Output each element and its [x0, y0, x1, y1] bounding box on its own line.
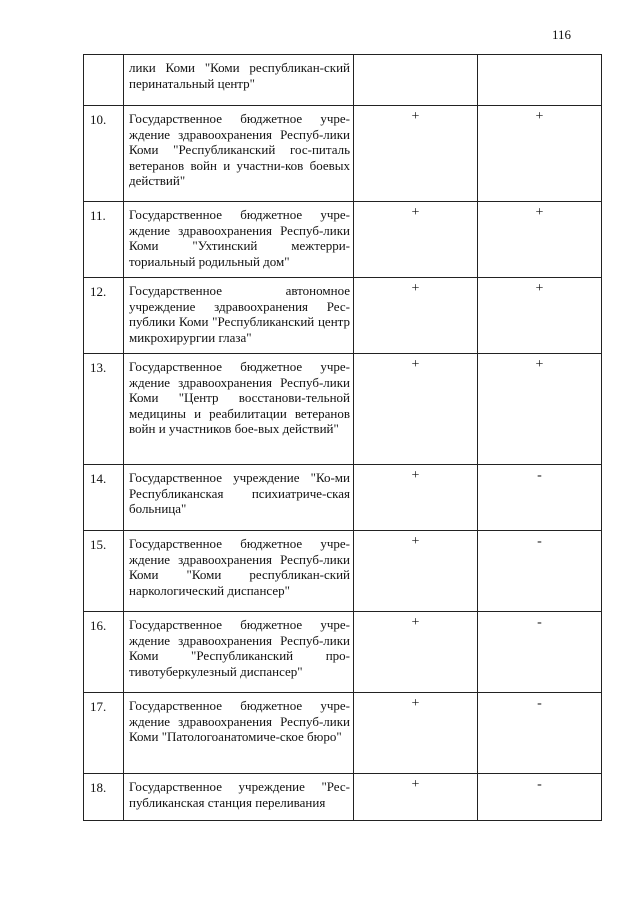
table-row: [84, 465, 602, 531]
column-a-mark-cell: +: [354, 106, 478, 202]
table-row: [84, 106, 602, 202]
table-row: [84, 202, 602, 278]
column-a-mark-cell: [354, 55, 478, 106]
institution-name-cell: Государственное автономное учреждение здравоохранения Рес-публики Коми "Республиканский центр микрохирургии глаза": [124, 278, 354, 354]
table-row: [84, 354, 602, 465]
column-b-mark-cell: +: [478, 106, 602, 202]
column-a-mark-cell: +: [354, 202, 478, 278]
table-row: [84, 693, 602, 774]
column-a-mark-cell: +: [354, 531, 478, 612]
column-a-mark-cell: +: [354, 465, 478, 531]
column-b-mark-cell: -: [478, 531, 602, 612]
institution-name-cell: Государственное бюджетное учре-ждение здравоохранения Респуб-лики Коми "Республиканский про-тивотуберкулезный диспансер": [124, 612, 354, 693]
table-row: [84, 612, 602, 693]
row-number-cell: 11.: [84, 202, 124, 278]
row-number-cell: 12.: [84, 278, 124, 354]
column-b-mark-cell: +: [478, 354, 602, 465]
column-b-mark-cell: -: [478, 465, 602, 531]
institution-name-cell: Государственное бюджетное учре-ждение здравоохранения Респуб-лики Коми "Центр восстанови-тельной медицины и реабилитации ветеранов войн и участников бое-вых действий": [124, 354, 354, 465]
institution-name-cell: Государственное учреждение "Рес-публиканская станция переливания: [124, 774, 354, 821]
column-b-mark-cell: -: [478, 693, 602, 774]
column-b-mark-cell: -: [478, 774, 602, 821]
column-b-mark-cell: [478, 55, 602, 106]
institution-name-cell: Государственное бюджетное учре-ждение здравоохранения Респуб-лики Коми "Республиканский гос-питаль ветеранов войн и участни-ков боевых действий": [124, 106, 354, 202]
row-number-cell: 18.: [84, 774, 124, 821]
row-number-cell: [84, 55, 124, 106]
page-number: 116: [552, 27, 572, 42]
column-a-mark-cell: +: [354, 774, 478, 821]
table-row: [84, 55, 602, 106]
institution-name-cell: Государственное учреждение "Ко-ми Республиканская психиатриче-ская больница": [124, 465, 354, 531]
row-number-cell: 15.: [84, 531, 124, 612]
table-row: [84, 774, 602, 821]
institution-name-cell: Государственное бюджетное учре-ждение здравоохранения Респуб-лики Коми "Ухтинский межтерри-ториальный родильный дом": [124, 202, 354, 278]
row-number-cell: 14.: [84, 465, 124, 531]
institution-name-cell: Государственное бюджетное учре-ждение здравоохранения Респуб-лики Коми "Патологоанатомиче-ское бюро": [124, 693, 354, 774]
row-number-cell: 17.: [84, 693, 124, 774]
row-number-cell: 16.: [84, 612, 124, 693]
column-b-mark-cell: +: [478, 202, 602, 278]
institution-name-cell: лики Коми "Коми республикан-ский перинатальный центр": [124, 55, 354, 106]
column-a-mark-cell: +: [354, 278, 478, 354]
column-b-mark-cell: +: [478, 278, 602, 354]
column-a-mark-cell: +: [354, 612, 478, 693]
row-number-cell: 10.: [84, 106, 124, 202]
table-row: [84, 278, 602, 354]
column-a-mark-cell: +: [354, 354, 478, 465]
table-row: [84, 531, 602, 612]
column-a-mark-cell: +: [354, 693, 478, 774]
institutions-table: [83, 54, 602, 821]
institution-name-cell: Государственное бюджетное учре-ждение здравоохранения Респуб-лики Коми "Коми республикан-ский наркологический диспансер": [124, 531, 354, 612]
row-number-cell: 13.: [84, 354, 124, 465]
column-b-mark-cell: -: [478, 612, 602, 693]
